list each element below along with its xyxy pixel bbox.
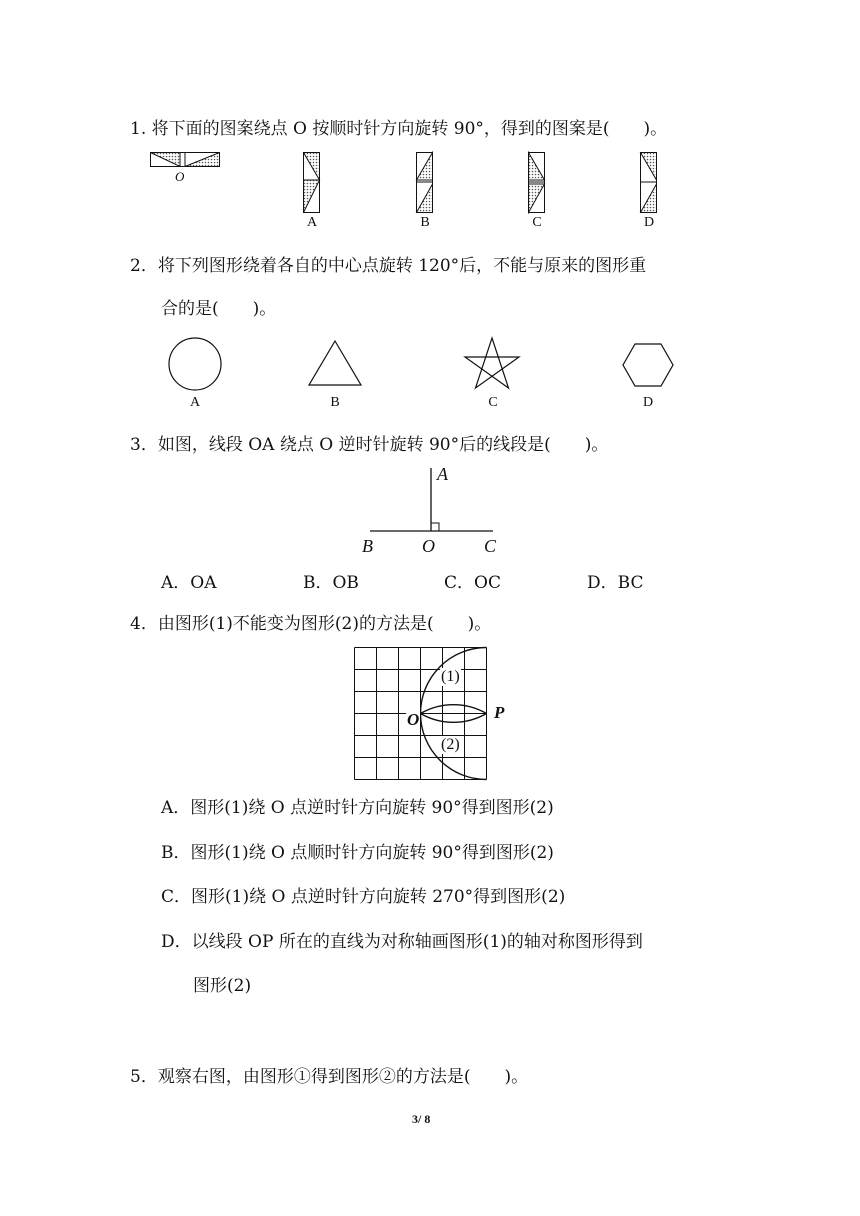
question-1-text: 1. 将下面的图案绕点 O 按顺时针方向旋转 90°，得到的图案是( )。 <box>130 119 668 139</box>
q4-grid-diagram <box>354 647 494 782</box>
q3-label-c: C <box>484 536 497 556</box>
q2-option-d-label: D <box>642 395 654 410</box>
q3-option-c: C．OC <box>444 573 501 593</box>
q4-option-d: D．以线段 OP 所在的直线为对称轴画图形(1)的轴对称图形得到 <box>161 932 643 952</box>
q1-option-a-figure <box>303 152 321 214</box>
question-4-text: 4．由图形(1)不能变为图形(2)的方法是( )。 <box>130 614 492 634</box>
q4-option-b: B．图形(1)绕 O 点顺时针方向旋转 90°得到图形(2) <box>161 843 554 863</box>
q2-triangle-figure <box>308 340 364 390</box>
q1-option-a-label: A <box>306 215 318 230</box>
q2-circle-figure <box>168 337 224 393</box>
q2-option-a-label: A <box>189 395 201 410</box>
q2-hexagon-figure <box>622 343 676 389</box>
q1-option-d-label: D <box>643 215 655 230</box>
q3-label-b: B <box>362 536 373 556</box>
q4-option-c: C．图形(1)绕 O 点逆时针方向旋转 270°得到图形(2) <box>161 887 566 907</box>
question-2-line-1: 2．将下列图形绕着各自的中心点旋转 120°后，不能与原来的图形重 <box>130 256 647 276</box>
q1-point-o-label: O <box>175 169 185 184</box>
q3-option-a: A．OA <box>161 573 217 593</box>
q3-label-a: A <box>437 464 448 484</box>
q4-option-d-continued: 图形(2) <box>193 976 252 996</box>
question-2-line-2: 合的是( )。 <box>161 299 277 319</box>
question-5-text: 5．观察右图，由图形①得到图形②的方法是( )。 <box>130 1067 529 1087</box>
q4-label-figure-1: (1) <box>441 668 460 685</box>
q3-label-o: O <box>422 536 435 556</box>
q1-option-b-label: B <box>420 215 430 230</box>
q3-diagram <box>360 460 510 540</box>
question-3-text: 3．如图，线段 OA 绕点 O 逆时针旋转 90°后的线段是( )。 <box>130 435 609 455</box>
q1-option-d-figure <box>640 152 658 214</box>
q4-label-figure-2: (2) <box>441 736 460 753</box>
q1-option-c-figure <box>528 152 546 214</box>
q1-option-b-figure <box>416 152 434 214</box>
q2-option-c-label: C <box>488 395 498 410</box>
q1-option-c-label: C <box>532 215 542 230</box>
q3-option-b: B．OB <box>303 573 359 593</box>
q4-option-a: A．图形(1)绕 O 点逆时针方向旋转 90°得到图形(2) <box>161 798 554 818</box>
q4-label-o: O <box>407 710 420 729</box>
q1-original-figure <box>150 152 220 172</box>
page-number: 3/ 8 <box>412 1112 431 1126</box>
q2-option-b-label: B <box>330 395 340 410</box>
q3-option-d: D．BC <box>587 573 644 593</box>
q4-label-p: P <box>494 703 505 722</box>
q2-star-figure <box>463 337 521 393</box>
